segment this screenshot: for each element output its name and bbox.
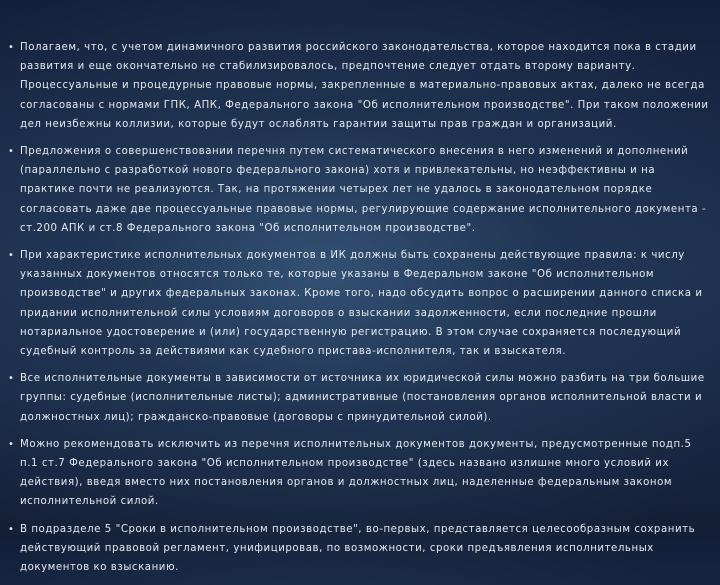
bullet-marker: • — [8, 523, 15, 535]
bullet-marker: • — [8, 373, 15, 385]
bullet-text: В подразделе 5 "Сроки в исполнительном производстве", во-первых, представляется целесообразным сохранить действующий правовой регламент, унифицировав, по возможности, сроки предъявления исполнительных документов ко взысканию. — [20, 523, 696, 574]
bullet-text: Полагаем, что, с учетом динамичного развития российского законодательства, которое находится пока в стадии развития и еще окончательно не стабилизировалось, предпочтение следует отдать второму варианту. Процессуальные и процедурные правовые нормы, закрепленные в материально-правовых актах, далеко не всегда согласованы с нормами ГПК, АПК, Федерального закона "Об исполнительном производстве". При таком положении дел неизбежны коллизии, которые будут ослаблять гарантии защиты прав граждан и организаций. — [20, 42, 709, 130]
bullet-text: Все исполнительные документы в зависимости от источника их юридической силы можно разбить на три большие группы: судебные (исполнительные листы); административные (постановления органов исполнительной власти и должностных лиц); гражданско-правовые (договоры с принудительной силой). — [20, 373, 705, 423]
bullet-marker: • — [8, 42, 15, 53]
bullet-marker: • — [8, 250, 15, 262]
bullet-item — [8, 369, 712, 427]
bullet-item — [8, 246, 712, 361]
bullet-item — [8, 38, 712, 134]
bullet-marker: • — [8, 146, 15, 158]
bullet-item — [8, 520, 712, 578]
bullet-marker: • — [8, 438, 15, 450]
bullet-text: При характеристике исполнительных документов в ИК должны быть сохранены действующие правила: к числу указанных документов относятся только те, которые указаны в Федеральном законе "Об исполнительном производстве" и других федеральных законах. Кроме того, надо обсудить вопрос о расширении данного списка и придании исполнительной силы условиям договоров о взыскании задолженности, если последние прошли нотариальное удостоверение и (или) государственную регистрацию. В этом случае сохраняется последующий судебный контроль за действиями как судебного пристава-исполнителя, так и взыскателя. — [20, 250, 703, 358]
bullet-list — [8, 38, 712, 585]
bullet-text: Предложения о совершенствовании перечня путем систематического внесения в него изменений и дополнений (параллельно с разработкой нового федерального закона) хотя и привлекательны, но неэффективны и на практике почти не реализуются. Так, на протяжении четырех лет не удалось в законодательном порядке согласовать даже две процессуальные правовые нормы, регулирующие содержание исполнительного документа - ст.200 АПК и ст.8 Федерального закона "Об исполнительном производстве". — [20, 146, 707, 234]
bullet-item — [8, 142, 712, 238]
bullet-text: Можно рекомендовать исключить из перечня исполнительных документов документы, предусмотренные подп.5 п.1 ст.7 Федерального закона "Об исполнительном производстве" (здесь названо излишне много условий их действия), введя вместо них постановления органов и должностных лиц, наделенные федеральным законом исполнительной силой. — [20, 438, 692, 508]
bullet-item — [8, 435, 712, 512]
